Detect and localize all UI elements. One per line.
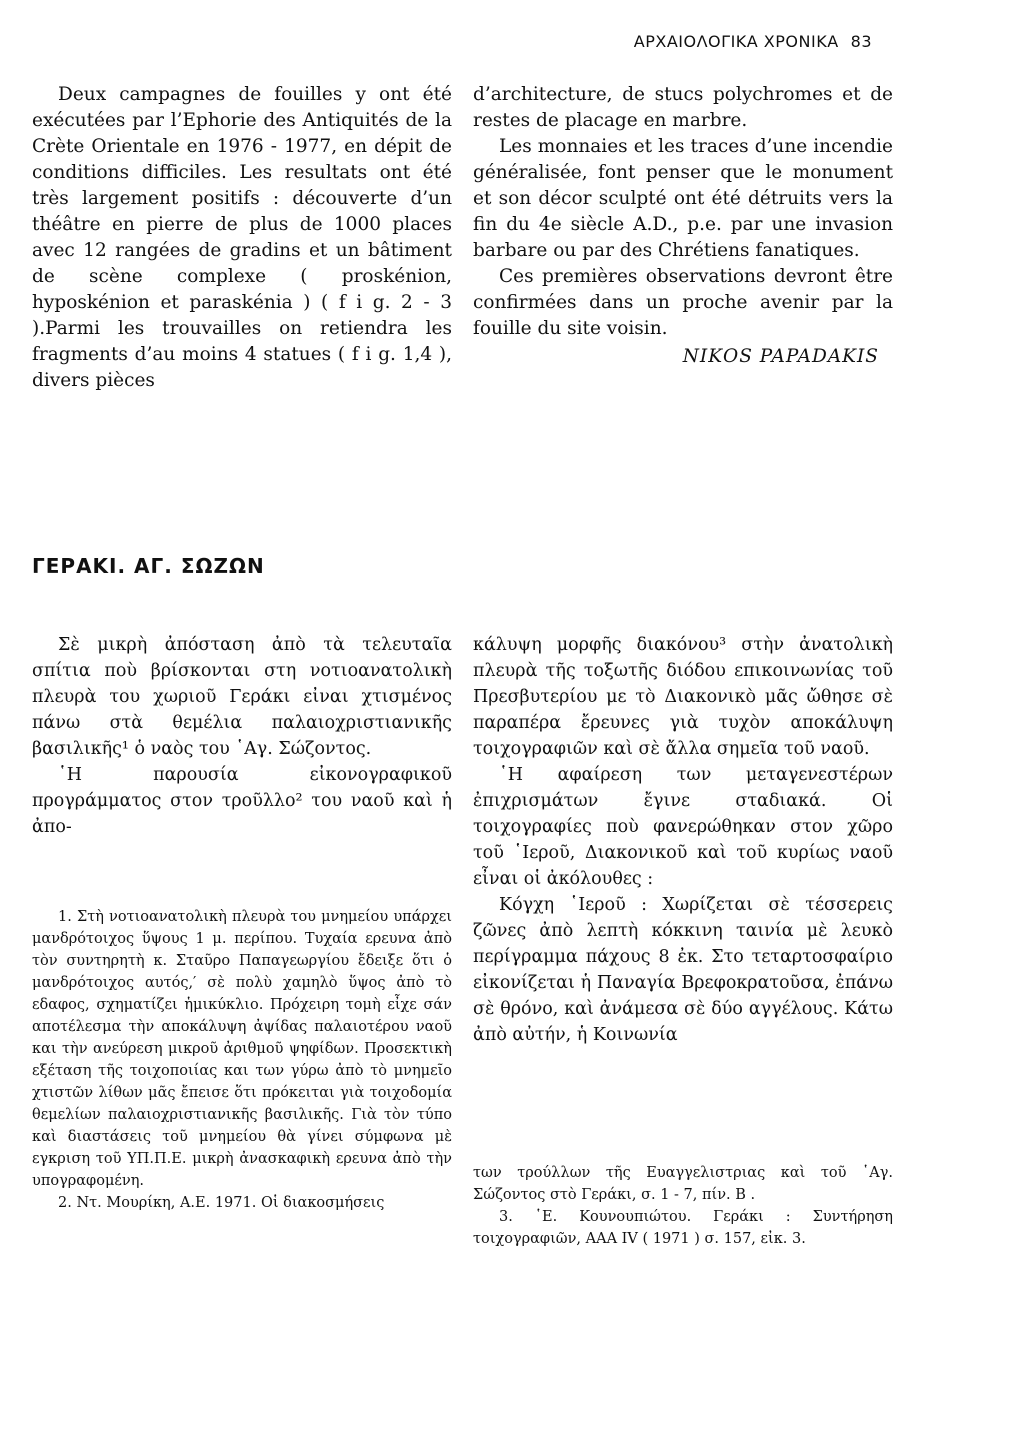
footnote-2-continued: των τρούλλων τῆς Ευαγγελιστριας καὶ τοῦ ῾Αγ. Σώζοντος στὸ Γεράκι, σ. 1 - 7, πίν. Β .: [473, 1165, 893, 1203]
french-paragraph-1: Deux campagnes de fouilles y ont été exécutées par l’Ephorie des Antiquités de la Crète Orientale en 1976 - 1977, en dépit de conditions difficiles. Les resultats ont été très largement positifs : découverte d’un théâtre en pierre de plus de 1000 places avec 12 rangées de gradins et un bâtiment de scène complexe ( proskénion, hyposkénion et paraskénia ) ( f i g. 2 - 3 ).Parmi les trouvailles on retiendra les fragments d’au moins 4 statues ( f i g. 1,4 ), divers pièces: [32, 84, 452, 391]
journal-title: ΑΡΧΑΙΟΛΟΓΙΚΑ ΧΡΟΝΙΚΑ: [633, 32, 839, 51]
footnote-3: 3. ῾Ε. Κουνουπιώτου. Γεράκι : Συντήρηση τοιχογραφιῶν, ΑΑΑ IV ( 1971 ) σ. 157, εἰκ. 3.: [473, 1209, 893, 1247]
french-paragraph-2: d’architecture, de stucs polychromes et de restes de placage en marbre.: [473, 84, 893, 131]
greek-column-left: [32, 632, 452, 840]
footnotes-left: [32, 906, 452, 1214]
footnotes-right: [473, 1162, 893, 1250]
greek-paragraph-2: ῾Η παρουσία εἰκονογραφικοῦ προγράμματος στον τροῦλλο² του ναοῦ καὶ ἡ ἀπο-: [32, 765, 452, 837]
author-signature: ΝΙΚΟS PAPADAKIS: [682, 346, 879, 367]
greek-paragraph-3: κάλυψη μορφῆς διακόνου³ στὴν ἀνατολικὴ πλευρὰ τῆς τοξωτῆς διόδου επικοινωνίας τοῦ Πρεσβυτερίου με τὸ Διακονικὸ μᾶς ὤθησε σὲ παραπέρα ἔρευνες γιὰ τυχὸν αποκάλυψη τοιχογραφιῶν καὶ σὲ ἄλλα σημεῖα τοῦ ναοῦ.: [473, 635, 893, 759]
section-title: ΓΕΡΑΚΙ. ΑΓ. ΣΩΖΩΝ: [32, 554, 265, 578]
footnote-1: 1. Στὴ νοτιοανατολικὴ πλευρὰ του μνημείου υπάρχει μανδρότοιχος ὕψους 1 μ. περίπου. Τυχαία ερευνα ἀπὸ τὸν συντηρητὴ κ. Σταῦρο Παπαγεωργίου ἔδειξε ὅτι ὁ μανδρότοιχος αυτός,′ σὲ πολὺ χαμηλὸ ὕψος ἀπὸ τὸ εδαφος, σχηματίζει ἡμικύκλιο. Πρόχειρη τομὴ εἶχε σάν αποτέλεσμα τὴν αποκάλυψη ἀψίδας παλαιοτέρου ναοῦ και τὴν ανεύρεση μικροῦ ἀριθμοῦ ψηφίδων. Προσεκτικὴ εξέταση τῆς τοιχοποιίας και των γύρω ἀπὸ τὸ μνημεῖο χτιστῶν λίθων μᾶς ἔπεισε ὅτι πρόκειται γιὰ τοιχοδομία θεμελίων παλαιοχριστιανικῆς βασιλικῆς. Γιὰ τὸν τύπο καὶ διαστάσεις τοῦ μνημείου θὰ γίνει σύμφωνα μὲ εγκριση τοῦ ΥΠ.Π.Ε. μικρὴ ἀνασκαφικὴ ερευνα ἀπὸ τὴν υπογραφομένη.: [32, 909, 452, 1189]
french-paragraph-3: Les monnaies et les traces d’une incendie généralisée, font penser que le monument et son décor sculpté ont été détruits vers la fin du 4e siècle A.D., p.e. par une invasion barbare ou par des Chrétiens fanatiques.: [473, 136, 893, 261]
footnote-2: 2. Ντ. Μουρίκη, Α.Ε. 1971. Οἱ διακοσμήσεις: [58, 1195, 385, 1211]
running-head: [634, 32, 872, 51]
greek-column-right: [473, 632, 893, 1048]
greek-paragraph-4: ῾Η αφαίρεση των μεταγενεστέρων ἐπιχρισμάτων ἔγινε σταδιακά. Οἱ τοιχογραφίες ποὺ φανερώθηκαν στον χῶρο τοῦ ῾Ιεροῦ, Διακονικοῦ καὶ τοῦ κυρίως ναοῦ εἶναι οἱ ἀκόλουθες :: [473, 765, 893, 889]
french-paragraph-4: Ces premières observations devront être confirmées dans un proche avenir par la fouille du site voisin.: [473, 266, 893, 339]
page-number: 83: [850, 32, 872, 51]
french-column-left: [32, 82, 452, 394]
greek-paragraph-1: Σὲ μικρὴ ἀπόσταση ἀπὸ τὰ τελευταῖα σπίτια ποὺ βρίσκονται στη νοτιοανατολικὴ πλευρὰ του χωριοῦ Γεράκι εἰναι χτισμένος πάνω στὰ θεμέλια παλαιοχριστιανικῆς βασιλικῆς¹ ὁ ναὸς του ῾Αγ. Σώζοντος.: [32, 635, 452, 759]
greek-paragraph-5: Κόγχη ῾Ιεροῦ : Χωρίζεται σὲ τέσσερεις ζῶνες ἀπὸ λεπτὴ κόκκινη ταινία μὲ λευκὸ περίγραμμα πάχους 8 ἐκ. Στο τεταρτοσφαίριο εἰκονίζεται ἡ Παναγία Βρεφοκρατοῦσα, ἐπάνω σὲ θρόνο, καὶ ἀνάμεσα σὲ δύο αγγέλους. Κάτω ἀπὸ αὐτήν, ἡ Κοινωνία: [473, 895, 893, 1045]
french-column-right: [473, 82, 893, 370]
